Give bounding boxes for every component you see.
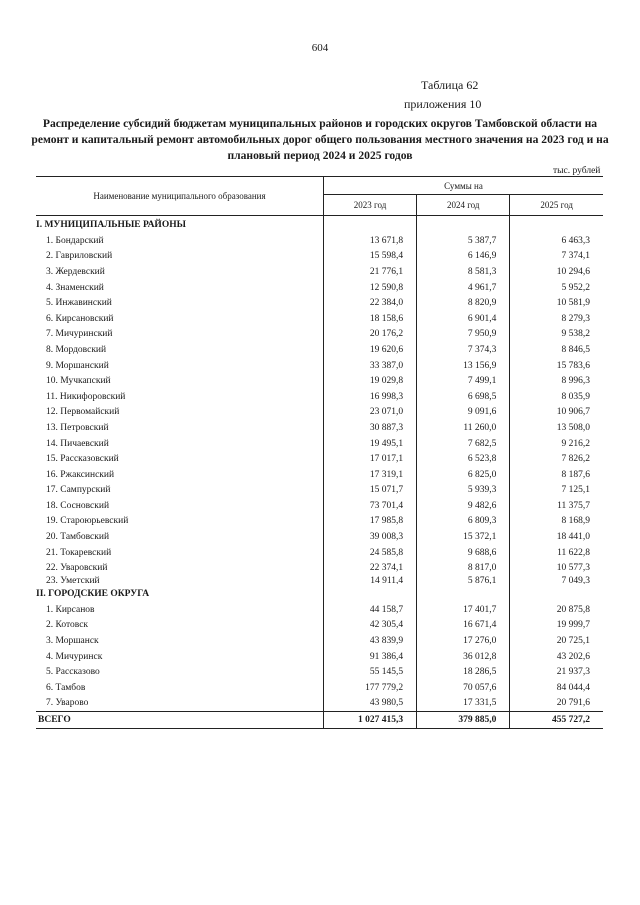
value-2024: 6 523,8 [417, 451, 510, 467]
header-year-2024: 2024 год [417, 195, 510, 216]
table-row [36, 451, 603, 467]
value-2023: 21 776,1 [324, 264, 417, 280]
value-2025: 7 374,1 [510, 249, 603, 265]
value-2023: 43 980,5 [324, 696, 417, 712]
row-name: 7. Мичуринский [46, 329, 113, 340]
table-row [36, 311, 603, 327]
value-2024: 8 817,0 [417, 560, 510, 576]
value-2024: 18 286,5 [417, 664, 510, 680]
value-2023: 18 158,6 [324, 311, 417, 327]
value-2023: 19 620,6 [324, 342, 417, 358]
value-2025: 18 441,0 [510, 529, 603, 545]
value-2023: 16 998,3 [324, 389, 417, 405]
table-number: Таблица 62 [421, 78, 479, 92]
header-name: Наименование муниципального образования [36, 177, 324, 216]
value-2023: 17 319,1 [324, 467, 417, 483]
row-name-text: 23. Уметский [46, 576, 100, 585]
value-2024: 11 260,0 [417, 420, 510, 436]
total-2025: 455 727,2 [510, 712, 603, 729]
value-2025: 21 937,3 [510, 664, 603, 680]
value-2025: 6 463,3 [510, 233, 603, 249]
row-name: 18. Сосновский [46, 500, 110, 511]
page-number: 604 [311, 42, 329, 54]
table-body [36, 216, 603, 712]
value-2024: 5 939,3 [417, 483, 510, 499]
row-name: 2. Котовск [46, 620, 89, 631]
table-row [36, 342, 603, 358]
value-2025: 13 508,0 [510, 420, 603, 436]
table-row [36, 327, 603, 343]
table-row [36, 405, 603, 421]
row-name: 19. Староюрьевский [46, 516, 129, 527]
value-2023: 23 071,0 [324, 405, 417, 421]
value-2024: 36 012,8 [417, 649, 510, 665]
header-sums: Суммы на [324, 177, 604, 195]
value-2023: 39 008,3 [324, 529, 417, 545]
table-row [36, 680, 603, 696]
appendix-label: приложения 10 [404, 97, 482, 111]
value-2025: 43 202,6 [510, 649, 603, 665]
row-name: 9. Моршанский [46, 360, 109, 371]
value-2024: 13 156,9 [417, 358, 510, 374]
value-2024: 15 372,1 [417, 529, 510, 545]
value-2025: 20 791,6 [510, 696, 603, 712]
value-2024: 7 374,3 [417, 342, 510, 358]
value-2025: 19 999,7 [510, 618, 603, 634]
value-2024: 7 950,9 [417, 327, 510, 343]
value-2024: 9 688,6 [417, 545, 510, 561]
table-row [36, 295, 603, 311]
value-2024: 6 825,0 [417, 467, 510, 483]
row-name: 22. Уваровский [46, 563, 108, 574]
table-row [36, 233, 603, 249]
value-2023: 44 158,7 [324, 602, 417, 618]
value-2025: 10 294,6 [510, 264, 603, 280]
section-header-row [36, 585, 603, 602]
value-2023: 20 176,2 [324, 327, 417, 343]
table-row [36, 249, 603, 265]
total-row [36, 712, 603, 729]
table-row [36, 280, 603, 296]
value-2025: 7 826,2 [510, 451, 603, 467]
empty-cell [417, 216, 510, 234]
table-row [36, 264, 603, 280]
value-2023: 12 590,8 [324, 280, 417, 296]
empty-cell [510, 216, 603, 234]
value-2025: 10 906,7 [510, 405, 603, 421]
value-2024: 6 809,3 [417, 514, 510, 530]
row-name: 20. Тамбовский [46, 532, 110, 543]
value-2025: 11 375,7 [510, 498, 603, 514]
row-name: 21. Токаревский [46, 547, 112, 558]
empty-cell [417, 585, 510, 602]
value-2024: 8 820,9 [417, 295, 510, 311]
value-2024: 9 482,6 [417, 498, 510, 514]
value-2023: 22 374,1 [324, 560, 417, 576]
table-row [36, 529, 603, 545]
value-2023: 73 701,4 [324, 498, 417, 514]
row-name: 8. Мордовский [46, 344, 107, 355]
value-2023: 17 017,1 [324, 451, 417, 467]
value-2023: 15 598,4 [324, 249, 417, 265]
table-row [36, 436, 603, 452]
value-2023: 15 071,7 [324, 483, 417, 499]
value-2025: 10 577,3 [510, 560, 603, 576]
value-2025: 7 125,1 [510, 483, 603, 499]
table-row [36, 545, 603, 561]
value-2023: 91 386,4 [324, 649, 417, 665]
value-2025: 9 216,2 [510, 436, 603, 452]
row-name: 10. Мучкапский [46, 376, 111, 387]
empty-cell [324, 585, 417, 602]
value-2024: 4 961,7 [417, 280, 510, 296]
row-name: 16. Ржаксинский [46, 469, 115, 480]
value-2025: 9 538,2 [510, 327, 603, 343]
row-name: 11. Никифоровский [46, 391, 126, 402]
table-row [36, 576, 603, 585]
value-2023: 22 384,0 [324, 295, 417, 311]
table-row [36, 498, 603, 514]
value-2025: 8 035,9 [510, 389, 603, 405]
value-2023: 30 887,3 [324, 420, 417, 436]
table-row [36, 560, 603, 576]
subsidy-table [36, 176, 603, 729]
value-2023: 17 985,8 [324, 514, 417, 530]
row-name: 17. Сампурский [46, 485, 111, 496]
row-name: 1. Бондарский [46, 235, 104, 246]
value-2023: 177 779,2 [324, 680, 417, 696]
value-2025: 5 952,2 [510, 280, 603, 296]
row-name: 14. Пичаевский [46, 438, 109, 449]
total-label: ВСЕГО [36, 712, 324, 729]
value-2024: 6 146,9 [417, 249, 510, 265]
value-2025: 20 875,8 [510, 602, 603, 618]
row-name: 3. Жердевский [46, 266, 105, 277]
value-2024: 16 671,4 [417, 618, 510, 634]
value-2024: 17 276,0 [417, 633, 510, 649]
value-2024-text: 5 876,1 [467, 576, 497, 585]
value-2024: 9 091,6 [417, 405, 510, 421]
table-row [36, 602, 603, 618]
value-2023 [324, 576, 417, 585]
value-2023: 55 145,5 [324, 664, 417, 680]
value-2025: 8 168,9 [510, 514, 603, 530]
value-2024: 7 682,5 [417, 436, 510, 452]
table-row [36, 514, 603, 530]
value-2025: 15 783,6 [510, 358, 603, 374]
value-2024: 70 057,6 [417, 680, 510, 696]
row-name: 15. Рассказовский [46, 454, 119, 465]
value-2025: 84 044,4 [510, 680, 603, 696]
value-2023: 24 585,8 [324, 545, 417, 561]
row-name: 7. Уварово [46, 698, 89, 709]
value-2023: 19 029,8 [324, 373, 417, 389]
row-name: 5. Рассказово [46, 667, 100, 678]
value-2025: 8 279,3 [510, 311, 603, 327]
value-2023: 43 839,9 [324, 633, 417, 649]
header-year-2023: 2023 год [324, 195, 417, 216]
total-2024: 379 885,0 [417, 712, 510, 729]
section-title: I. МУНИЦИПАЛЬНЫЕ РАЙОНЫ [36, 219, 186, 230]
total-2023: 1 027 415,3 [324, 712, 417, 729]
section-title: II. ГОРОДСКИЕ ОКРУГА [36, 588, 150, 599]
row-name: 3. Моршанск [46, 636, 99, 647]
header-year-2025: 2025 год [510, 195, 603, 216]
table-row [36, 696, 603, 712]
value-2024: 6 698,5 [417, 389, 510, 405]
document-title: Распределение субсидий бюджетам муниципальных районов и городских округов Тамбовской области на ремонт и капитальный ремонт автомобильных дорог общего пользования местного значения на 2023 год и на плановый период 2024 и 2025 годов [31, 117, 609, 162]
table-row [36, 633, 603, 649]
value-2025: 11 622,8 [510, 545, 603, 561]
row-name: 5. Инжавинский [46, 298, 112, 309]
empty-cell [510, 585, 603, 602]
table-row [36, 467, 603, 483]
value-2023: 33 387,0 [324, 358, 417, 374]
table-row [36, 358, 603, 374]
row-name: 4. Мичуринск [46, 651, 103, 662]
section-header-row [36, 216, 603, 234]
value-2024: 17 331,5 [417, 696, 510, 712]
row-name: 12. Первомайский [46, 407, 120, 418]
table-row [36, 664, 603, 680]
value-2025: 10 581,9 [510, 295, 603, 311]
table-row [36, 420, 603, 436]
value-2023: 42 305,4 [324, 618, 417, 634]
row-name: 6. Тамбов [46, 682, 86, 693]
value-2024: 6 901,4 [417, 311, 510, 327]
value-2024: 17 401,7 [417, 602, 510, 618]
row-name: 1. Кирсанов [46, 604, 95, 615]
table-row [36, 389, 603, 405]
table-row [36, 483, 603, 499]
units-label: тыс. рублей [553, 166, 601, 176]
table-row [36, 373, 603, 389]
value-2025: 20 725,1 [510, 633, 603, 649]
value-2024: 7 499,1 [417, 373, 510, 389]
table-row [36, 649, 603, 665]
value-2025: 8 187,6 [510, 467, 603, 483]
row-name [36, 576, 324, 585]
table-row [36, 618, 603, 634]
value-2025: 8 996,3 [510, 373, 603, 389]
value-2023-text: 14 911,4 [370, 576, 404, 585]
value-2023: 13 671,8 [324, 233, 417, 249]
row-name: 4. Знаменский [46, 282, 104, 293]
value-2025: 8 846,5 [510, 342, 603, 358]
value-2023: 19 495,1 [324, 436, 417, 452]
row-name: 2. Гавриловский [46, 251, 113, 262]
value-2025 [510, 576, 603, 585]
value-2024: 5 387,7 [417, 233, 510, 249]
row-name: 6. Кирсановский [46, 313, 114, 324]
value-2024: 8 581,3 [417, 264, 510, 280]
row-name: 13. Петровский [46, 422, 109, 433]
empty-cell [324, 216, 417, 234]
value-2025-text: 7 049,3 [561, 576, 590, 585]
value-2024 [417, 576, 510, 585]
